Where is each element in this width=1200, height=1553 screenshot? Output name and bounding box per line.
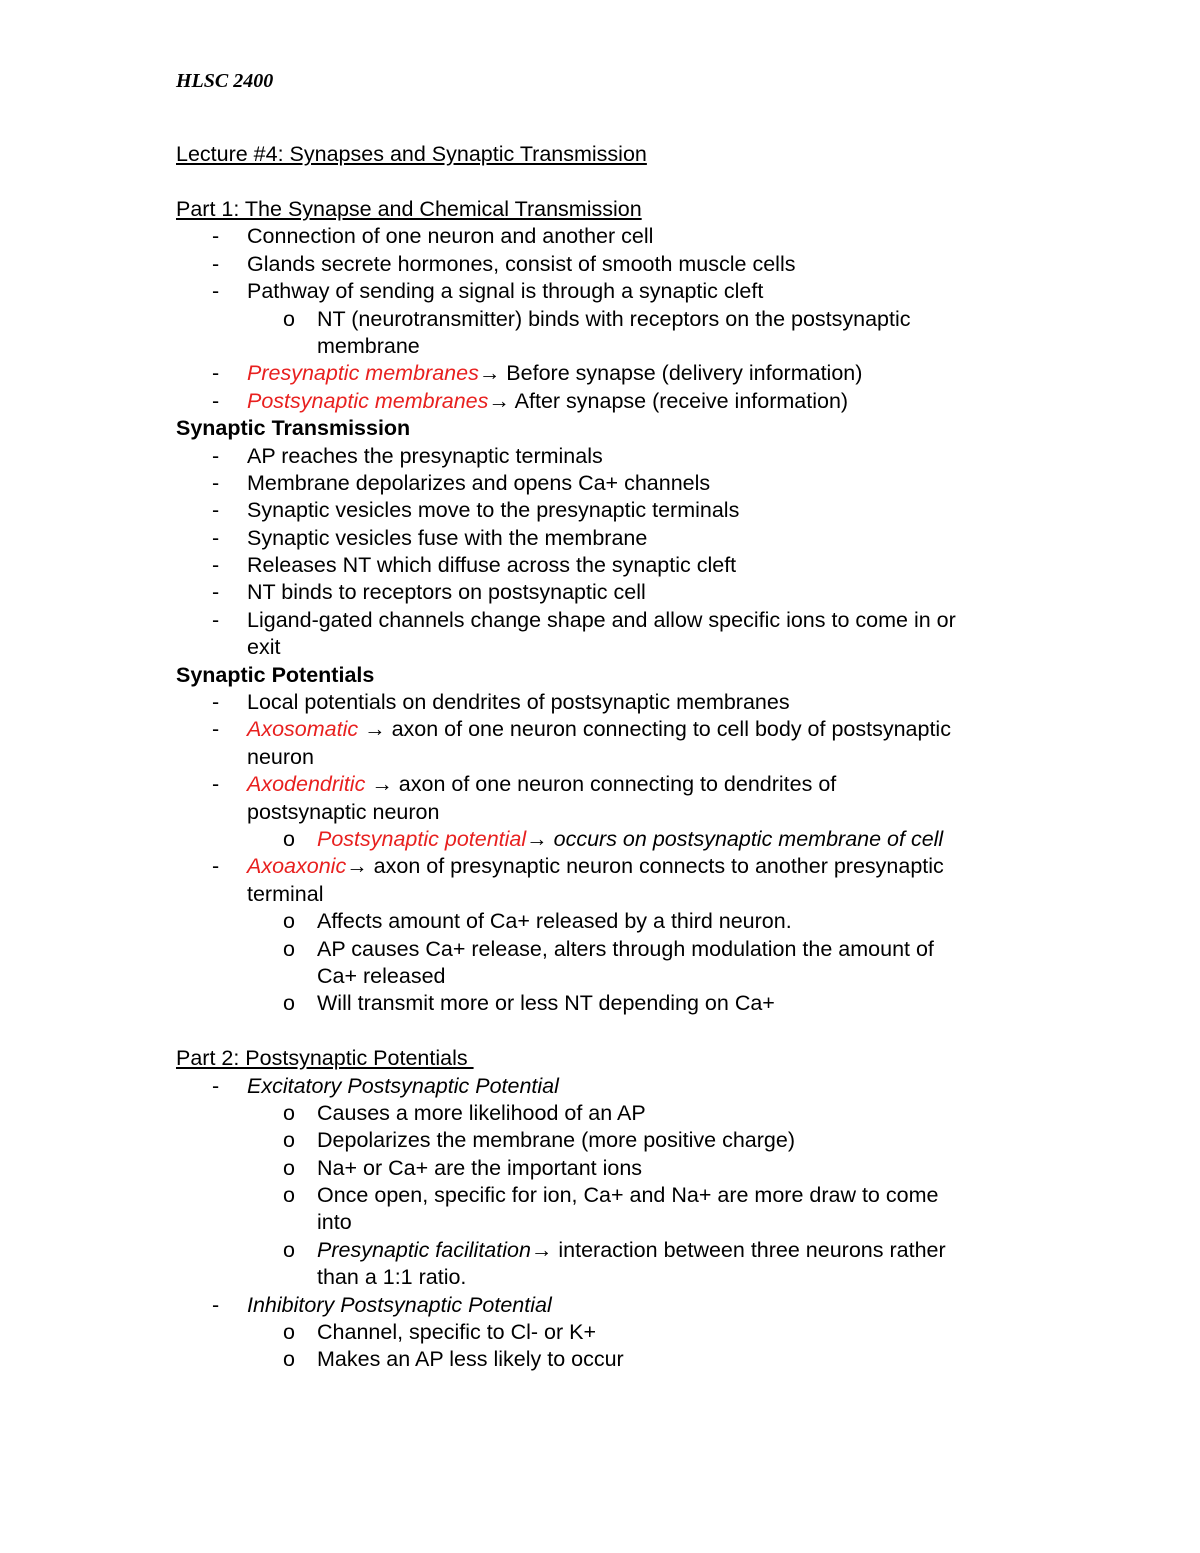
list-item: - Presynaptic membranes→ Before synapse (delivery information)	[0, 360, 1200, 387]
sub-list-item: o Causes a more likelihood of an AP	[0, 1100, 1200, 1127]
list-item: - Axosomatic → axon of one neuron connecting to cell body of postsynaptic	[0, 716, 1200, 743]
sub-list-item: o Na+ or Ca+ are the important ions	[0, 1155, 1200, 1182]
term-axosomatic: Axosomatic	[247, 717, 359, 742]
list-item-cont: terminal	[247, 881, 324, 906]
dash-marker: -	[212, 1292, 220, 1317]
list-item: - Axodendritic → axon of one neuron connecting to dendrites of	[0, 771, 1200, 798]
list-item: - Membrane depolarizes and opens Ca+ channels	[0, 470, 1200, 497]
sub-list-item-cont: into	[317, 1210, 352, 1235]
arrow-icon: →	[364, 717, 386, 742]
bullet-marker: o	[283, 1100, 295, 1125]
list-item-cont: neuron	[247, 744, 314, 769]
list-item: - Ligand-gated channels change shape and allow specific ions to come in or	[0, 607, 1200, 634]
list-item: - Local potentials on dendrites of postsynaptic membranes	[0, 689, 1200, 716]
dash-marker: -	[212, 1073, 220, 1098]
list-item: - Glands secrete hormones, consist of smooth muscle cells	[0, 251, 1200, 278]
ipsp-title: Inhibitory Postsynaptic Potential	[247, 1292, 552, 1317]
list-item: - Synaptic vesicles fuse with the membrane	[0, 525, 1200, 552]
course-code: HLSC 2400	[176, 70, 274, 92]
list-item: - NT binds to receptors on postsynaptic cell	[0, 579, 1200, 606]
sub-list-item: o Will transmit more or less NT depending on Ca+	[0, 990, 1200, 1017]
bullet-marker: o	[283, 936, 295, 961]
list-item	[0, 1073, 1200, 1100]
sub-list-item: o Depolarizes the membrane (more positive charge)	[0, 1127, 1200, 1154]
blank-line	[0, 1018, 1200, 1045]
sub-list-item: o Once open, specific for ion, Ca+ and Na+ are more draw to come	[0, 1182, 1200, 1209]
list-item	[0, 1292, 1200, 1319]
part1-heading: Part 1: The Synapse and Chemical Transmission	[176, 197, 642, 221]
transmission-heading: Synaptic Transmission	[176, 416, 411, 441]
bullet-marker: o	[283, 1183, 295, 1208]
notes-body	[0, 196, 1200, 1374]
dash-marker: -	[212, 607, 220, 632]
arrow-icon: →	[488, 388, 510, 413]
arrow-icon: →	[346, 854, 368, 879]
potentials-heading: Synaptic Potentials	[176, 662, 375, 687]
sub-list-item-cont: membrane	[317, 333, 420, 358]
dash-marker: -	[212, 470, 220, 495]
bullet-marker: o	[283, 826, 295, 851]
sub-list-item: o Postsynaptic potential→ occurs on postsynaptic membrane of cell	[0, 826, 1200, 853]
bullet-marker: o	[283, 1347, 295, 1372]
dash-marker: -	[212, 772, 220, 797]
list-item: - Pathway of sending a signal is through a synaptic cleft	[0, 278, 1200, 305]
dash-marker: -	[212, 580, 220, 605]
bullet-marker: o	[283, 306, 295, 331]
dash-marker: -	[212, 388, 220, 413]
dash-marker: -	[212, 690, 220, 715]
bullet-marker: o	[283, 1128, 295, 1153]
dash-marker: -	[212, 553, 220, 578]
list-item: - Releases NT which diffuse across the synaptic cleft	[0, 552, 1200, 579]
lecture-title: Lecture #4: Synapses and Synaptic Transmission	[176, 142, 647, 166]
dash-marker: -	[212, 251, 220, 276]
dash-marker: -	[212, 525, 220, 550]
list-item: - Connection of one neuron and another cell	[0, 223, 1200, 250]
sub-list-item-cont: Ca+ released	[317, 963, 446, 988]
dash-marker: -	[212, 443, 220, 468]
list-item: - Axoaxonic→ axon of presynaptic neuron connects to another presynaptic	[0, 853, 1200, 880]
sub-list-item: o Affects amount of Ca+ released by a third neuron.	[0, 908, 1200, 935]
sub-list-item: o Channel, specific to Cl- or K+	[0, 1319, 1200, 1346]
list-item: - Postsynaptic membranes→ After synapse (receive information)	[0, 388, 1200, 415]
bullet-marker: o	[283, 1320, 295, 1345]
bullet-marker: o	[283, 1155, 295, 1180]
dash-marker: -	[212, 854, 220, 879]
dash-marker: -	[212, 279, 220, 304]
dash-marker: -	[212, 224, 220, 249]
epsp-title: Excitatory Postsynaptic Potential	[247, 1073, 559, 1098]
arrow-icon: →	[530, 1237, 553, 1262]
arrow-icon: →	[478, 361, 501, 386]
term-presynaptic: Presynaptic membranes	[247, 361, 479, 386]
dash-marker: -	[212, 361, 220, 386]
arrow-icon: →	[526, 826, 548, 851]
bullet-marker: o	[283, 909, 295, 934]
list-item-cont: postsynaptic neuron	[247, 799, 440, 824]
bullet-marker: o	[283, 991, 295, 1016]
sub-list-item: o AP causes Ca+ release, alters through modulation the amount of	[0, 936, 1200, 963]
arrow-icon: →	[371, 772, 393, 797]
term-facilitation: Presynaptic facilitation	[317, 1237, 531, 1262]
term-psp: Postsynaptic potential	[317, 826, 527, 851]
term-postsynaptic: Postsynaptic membranes	[247, 388, 489, 413]
term-axodendritic: Axodendritic	[247, 772, 366, 797]
sub-list-item-cont: than a 1:1 ratio.	[317, 1265, 467, 1290]
bullet-marker: o	[283, 1237, 295, 1262]
term-axoaxonic: Axoaxonic	[247, 854, 347, 879]
list-item: - Synaptic vesicles move to the presynaptic terminals	[0, 497, 1200, 524]
dash-marker: -	[212, 717, 220, 742]
part2-heading: Part 2: Postsynaptic Potentials	[176, 1046, 474, 1071]
list-item-cont: exit	[247, 635, 281, 660]
list-item: - AP reaches the presynaptic terminals	[0, 443, 1200, 470]
sub-list-item: o Makes an AP less likely to occur	[0, 1346, 1200, 1373]
dash-marker: -	[212, 498, 220, 523]
sub-list-item: o NT (neurotransmitter) binds with receptors on the postsynaptic	[0, 306, 1200, 333]
sub-list-item: o Presynaptic facilitation→ interaction between three neurons rather	[0, 1237, 1200, 1264]
